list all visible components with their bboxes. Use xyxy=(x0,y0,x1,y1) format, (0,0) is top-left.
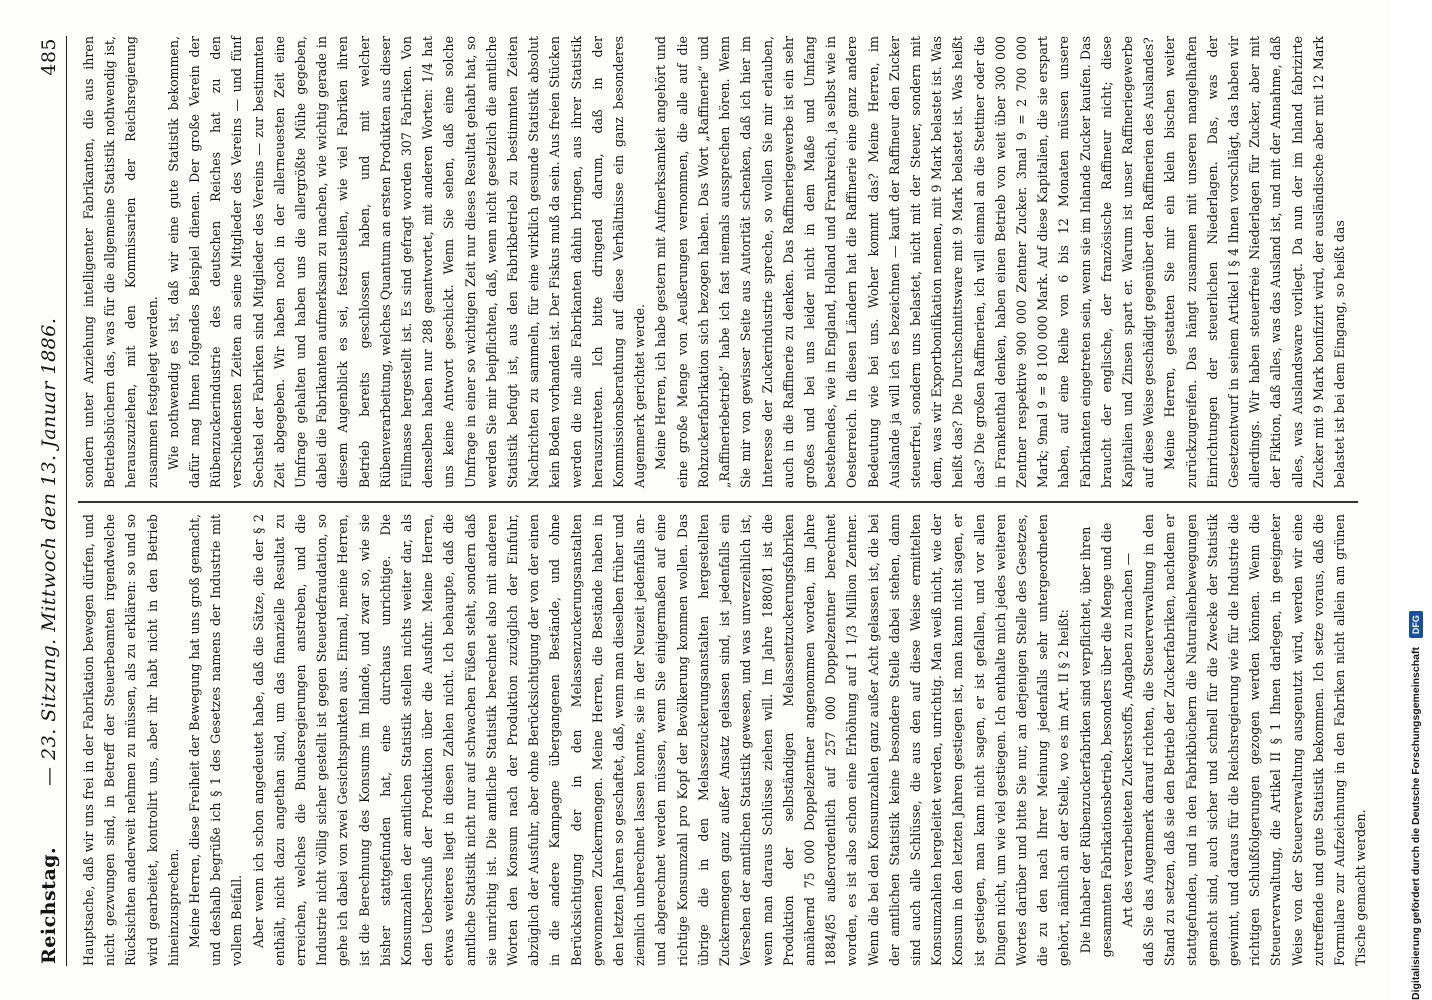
paragraph: Die Inhaber der Rübenzuckerfabriken sind verpflichtet, über ihren gesammten Fabrikationsbetrieb, besonders über die Menge und die Art des verarbeiteten Zuckerstoffs, Angaben zu machen — xyxy=(1077,522,1135,958)
header-title: Reichstag. xyxy=(38,846,60,964)
column-divider xyxy=(78,502,1358,504)
dfg-logo: DFG xyxy=(1409,611,1423,638)
page-header xyxy=(36,36,67,966)
credit-text: Digitalisierung gefördert durch die Deutsche Forschungsgemeinschaft xyxy=(1410,647,1422,1000)
paragraph: sondern unter Anziehung intelligenter Fabrikanten, die aus ihren Betriebsbüchern das, was für die allgemeine Statistik nothwendig ist, herauszuziehen, mit den Kommissarien der Reichsregierung zusammen festgelegt werden. xyxy=(81,36,160,488)
paragraph: Wie nothwendig es ist, daß wir eine gute Statistik bekommen, dafür mag Ihnen folgendes Beispiel dienen. Der große Verein der Rübenzuckerindustrie des deutschen Reiches hat zu den verschiedensten Zeiten an seine Mitglieder des Vereins — und fünf Sechstel der Fabriken sind Mitglieder des Vereins — zur bestimmten Zeit abgegeben. Wir haben noch in der allerneuesten Zeit eine Umfrage gehalten und haben uns die allergrößte Mühe gegeben, dabei die Fabrikanten aufmerksam zu machen, wie wichtig gerade in diesem Augenblick es sei, festzustellen, wie viel Fabriken ihren Betrieb bereits geschlossen haben, und mit welcher Rübenverarbeitung, welches Quantum an ersten Produkten aus dieser Füllmasse hergestellt ist. Es sind gefragt worden 307 Fabriken. Von denselben haben nur 288 geantwortet, mit anderen Worten: 1/4 hat uns keine Antwort geschickt. Wenn Sie sehen, daß eine solche Umfrage in einer so wichtigen Zeit nur dieses Resultat gehabt hat, so werden Sie mir beipflichten, daß, wenn nicht gesetzlich die amtliche Statistik befugt ist, aus den Fabrikbetrieb zu bestimmten Zeiten Nachrichten zu sammeln, für eine wirklich gesunde Statistik absolut kein Boden vorhanden ist. Der Fiskus muß da sein. Aus freien Stücken werden die nie alle Fabrikanten dahin bringen, aus ihrer Statistik herauszutreten. Ich bitte dringend darum, daß in der Kommissionsberathung auf diese Verhältnisse ein ganz besonderes Augenmerk gerichtet werde. xyxy=(165,36,648,488)
right-column xyxy=(78,36,1358,488)
paragraph: Meine Herren, diese Freiheit der Bewegung hat uns groß gemacht, und deshalb begrüße ich § 1 des Gesetzes namens der Industrie mit vollem Beifall. xyxy=(187,514,245,966)
digitization-credit xyxy=(1404,0,1428,1000)
page-number: 485 xyxy=(38,38,60,76)
paragraph: Hauptsache, daß wir uns frei in der Fabrikation bewegen dürfen, und nicht gezwungen sind, in Betreff der Steuerbeamten irgendwelche Rücksichten anderweit nehmen zu müssen, als zu erklären: so und so wird gearbeitet, kontrolirt uns, aber ihr habt nicht in den Betrieb hineinzusprechen. xyxy=(81,514,181,966)
paragraph: Aber wenn ich schon angedeutet habe, daß die Sätze, die der § 2 enthält, nicht dazu angethan sind, um das finanzielle Resultat zu erreichen, welches die Bundesregierungen anstreben, und die Industrie nicht völlig sicher gestellt ist gegen Steuerdefraudation, so gehe ich dabei von zwei Gesichtspunkten aus. Einmal, meine Herren, ist die Berechnung des Konsums im Inlande, und zwar so, wie sie bisher stattgefunden hat, eine durchaus unrichtige. Die Konsumzahlen der amtlichen Statistik stellen nichts weiter dar, als den Ueberschuß der Produktion über die Ausfuhr. Meine Herren, etwas weiteres liegt in diesen Zahlen nicht. Ich behaupte, daß die amtliche Statistik nicht nur auf schwachen Füßen steht, sondern daß sie unrichtig ist. Die amtliche Statistik berechnet also mit anderen Worten den Konsum nach der Produktion zuzüglich der Einfuhr, abzüglich der Ausfuhr, aber ohne Berücksichtigung der von der einen in die andere Kampagne übergangenen Bestände, und ohne Berücksichtigung der in den Melassenzuckerungsanstalten gewonnenen Zuckermengen. Meine Herren, die Bestände haben in den letzten Jahren so geschaftet, daß, wenn man dieselben früher und ziemlich unberechnet lassen konnte, sie in der Neuzeit jedenfalls an- und abgerechnet werden müssen, wenn Sie einigermaßen auf eine richtige Konsumzahl pro Kopf der Bevölkerung kommen wollen. Das übrige die in den Melassezuckerungsanstalten hergestellten Zuckermengen ganz außer Ansatz gelassen sind, ist jedenfalls ein Versehen der amtlichen Statistik gewesen, und was unverzeihlich ist, wenn man daraus Schlüsse ziehen will. Im Jahre 1880/81 ist die Produktion der selbständigen Melassentzuckerungsfabriken annähernd 75 000 Doppelzentner angenommen worden, im Jahre 1884/85 außerordentlich auf 257 000 Doppelzentner berechnet worden, es ist also schon eine Erhöhung auf 1 1/3 Million Zentner. Wenn die bei den Konsumzahlen ganz außer Acht gelassen ist, die bei der amtlichen Statistik keine besondere Stelle dabei stehen, dann sind auch alle Schlüsse, die aus den auf diese Weise ermittelten Konsumzahlen hergeleitet werden, unrichtig. Man weiß nicht, wie der Konsum in den letzten Jahren gestiegen ist, man kann nicht sagen, er ist gestiegen, man kann nicht sagen, er ist gefallen, und vor allen Dingen nicht, um wie viel gestiegen. Ich enthalte mich jedes weiteren Wortes darüber und bitte Sie nur, an derjenigen Stelle des Gesetzes, die zu den nach Ihrer Meinung jedenfalls sehr untergeordneten gehört, nämlich an der Stelle, wo es im Art. II § 2 heißt: xyxy=(250,514,1072,966)
paragraph: Meine Herren, ich habe gestern mit Aufmerksamkeit angehört und eine große Menge von Aeußerungen vernommen, die alle auf die Rohzuckerfabrikation sich bezogen haben. Das Wort „Raffinerie“ und „Raffineriebetrieb“ habe ich fast niemals aussprechen hören. Wenn Sie mir von gewisser Seite aus Autorität schenken, daß ich hier im Interesse der Zuckerindustrie spreche, so wollen Sie mir erlauben, auch in die Raffinerie zu denken. Das Raffineriegewerbe ist ein sehr großes und bei uns leider nicht in dem Maße und Umfang bestehendes, wie in England, Holland und Frankreich, ja selbst wie in Oesterreich. In diesen Ländern hat die Raffinerie eine ganz andere Bedeutung wie bei uns. Woher kommt das? Meine Herren, im Auslande ja will ich es bezeichnen — kauft der Raffineur den Zucker steuerfrei, sondern uns belastet, nicht mit der Steuer, sondern mit dem, was wir Exportbonifikation nennen, mit 9 Mark belastet ist. Was heißt das? Die Durchschnittsware mit 9 Mark belastet ist. Was heißt das? Die großen Raffinerien, ich will einmal an die Stettiner oder die in Frankenthal denken, haben einen Betrieb von weit über 300 000 Zentner respektive 900 000 Zentner Zucker. 3mal 9 = 2 700 000 Mark; 9mal 9 = 8 100 000 Mark. Auf diese Kapitalien, die sie erspart haben, auf eine Reihe von 6 bis 12 Monaten müssen unsere Fabrikanten eingetreten sein, wenn sie im Inlande Zucker kaufen. Das braucht der englische, der französische Raffineur nicht; diese Kapitalien und Zinsen spart er. Warum ist unser Raffineriegewerbe auf diese Weise geschädigt gegenüber den Raffinerien des Auslandes? xyxy=(653,36,1157,488)
left-column xyxy=(78,514,1369,966)
paragraph: Meine Herren, gestatten Sie mir ein klein bischen weiter zurückzugreifen. Das hängt zusammen mit unseren mangelhaften Einrichtungen der steuerlichen Niederlagen. Das, was der Gesetzentwurf in seinem Artikel I § 4 Ihnen vorschlägt, das haben wir allerdings. Wir haben steuerfreie Niederlagen für Zucker, aber mit der Fiktion, daß alles, was das Ausland ist, und mit der Annahme, daß alles, was Auslandsware vorliegt. Da nun der im Inland fabrizirte Zucker mit 9 Mark bonifizirt wird, der ausländische aber mit 12 Mark belastet ist bei dem Eingang, so heißt das xyxy=(1162,36,1347,488)
header-session-date: — 23. Sitzung. Mittwoch den 13. Januar 1886. xyxy=(38,317,60,786)
paragraph: daß Sie das Augenmerk darauf richten, die Steuerverwaltung in den Stand zu setzen, daß sie den Betrieb der Zuckerfabriken, nachdem er stattgefunden, und in den Fabrikbüchern die Naturalienbewegungen gemacht sind, auch sicher und schnell für die Zwecke der Statistik gewinnt, und daraus für die Reichsregierung wie für die Industrie die richtigen Schlußfolgerungen gezogen werden können. Wenn die Steuerverwaltung, die Artikel II § 1 Ihnen darlegen, in geeigneter Weise von der Steuerverwaltung ausgenutzt wird, werden wir eine zutreffende und gute Statistik bekommen. Ich setze voraus, daß die Formulare zur Aufzeichnung in den Fabriken nicht allein am grünen Tische gemacht werden. xyxy=(1141,514,1369,966)
